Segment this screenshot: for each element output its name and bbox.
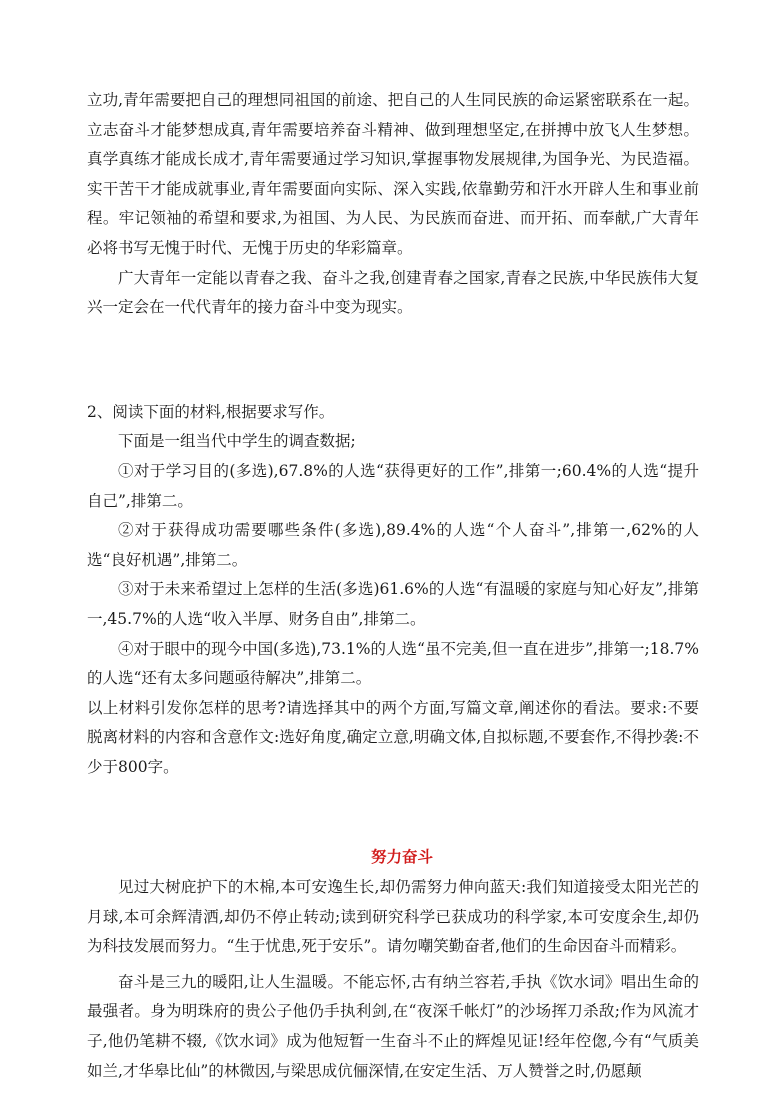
passage-paragraph-1: 立功,青年需要把自己的理想同祖国的前途、把自己的人生同民族的命运紧密联系在一起。立志奋斗才能梦想成真,青年需要培养奋斗精神、做到理想坚定,在拼搏中放飞人生梦想。真学真练才能成长成才,青年需要通过学习知识,掌握事物发展规律,为国争光、为民造福。实干苦干才能成就事业,青年需要面向实际、深入实践,依靠勤劳和汗水开辟人生和事业前程。牢记领袖的希望和要求,为祖国、为人民、为民族而奋进、而开拓、而奉献,广大青年必将书写无愧于时代、无愧于历史的华彩篇章。	[87, 91, 699, 257]
section-spacer	[87, 323, 699, 398]
writing-requirement: 以上材料引发你怎样的思考?请选择其中的两个方面,写篇文章,阐述你的看法。要求:不要脱离材料的内容和含意作文:选好角度,确定立意,明确文体,自拟标题,不要套作,不得抄袭:不少于800字。	[87, 698, 699, 776]
section-spacer	[87, 782, 699, 843]
survey-item-1: ①对于学习目的(多选),67.8%的人选“获得更好的工作”,排第一;60.4%的人选“提升自己”,排第二。	[87, 461, 699, 510]
essay-title: 努力奋斗	[370, 848, 433, 867]
survey-item-2: ②对于获得成功需要哪些条件(多选),89.4%的人选“个人奋斗”,排第一,62%的人选“良好机遇”,排第二。	[87, 521, 699, 569]
essay-paragraph-2: 奋斗是三九的暖阳,让人生温暖。不能忘怀,古有纳兰容若,手执《饮水词》唱出生命的最强者。身为明珠府的贵公子他仍手执利剑,在“夜深千帐灯”的沙场挥刀杀敌;作为风流才子,他仍笔耕不辍,《饮水词》成为他短暂一生奋斗不止的辉煌见证!经年倥偬,今有“气质美如兰,才华皋比仙”的林微因,与梁思成伉俪深情,在安定生活、万人赞誉之时,仍愿颠	[87, 972, 699, 1080]
essay-paragraph-1: 见过大树庇护下的木棉,本可安逸生长,却仍需努力伸向蓝天:我们知道接受太阳光芒的月球,本可余辉清洒,却仍不停止转动;读到研究科学已获成功的科学家,本可安度余生,却仍为科技发展而努力。“生于忧患,死于安乐”。请勿嘲笑勤奋者,他们的生命因奋斗而精彩。	[87, 878, 699, 956]
passage-paragraph-2: 广大青年一定能以青春之我、奋斗之我,创建青春之国家,青春之民族,中华民族伟大复兴一定会在一代代青年的接力奋斗中变为现实。	[87, 268, 699, 317]
survey-intro: 下面是一组当代中学生的调查数据;	[118, 432, 356, 451]
survey-item-4: ④对于眼中的现今中国(多选),73.1%的人选“虽不完美,但一直在进步”,排第一;18.7%的人选“还有太多问题亟待解决”,排第二。	[87, 639, 699, 688]
document-page	[87, 86, 699, 1086]
question-heading: 2、阅读下面的材料,根据要求写作。	[87, 402, 335, 421]
survey-item-3: ③对于未来希望过上怎样的生活(多选)61.6%的人选“有温暖的家庭与知心好友”,排第一,45.7%的人选“收入半厚、财务自由”,排第二。	[87, 580, 699, 628]
